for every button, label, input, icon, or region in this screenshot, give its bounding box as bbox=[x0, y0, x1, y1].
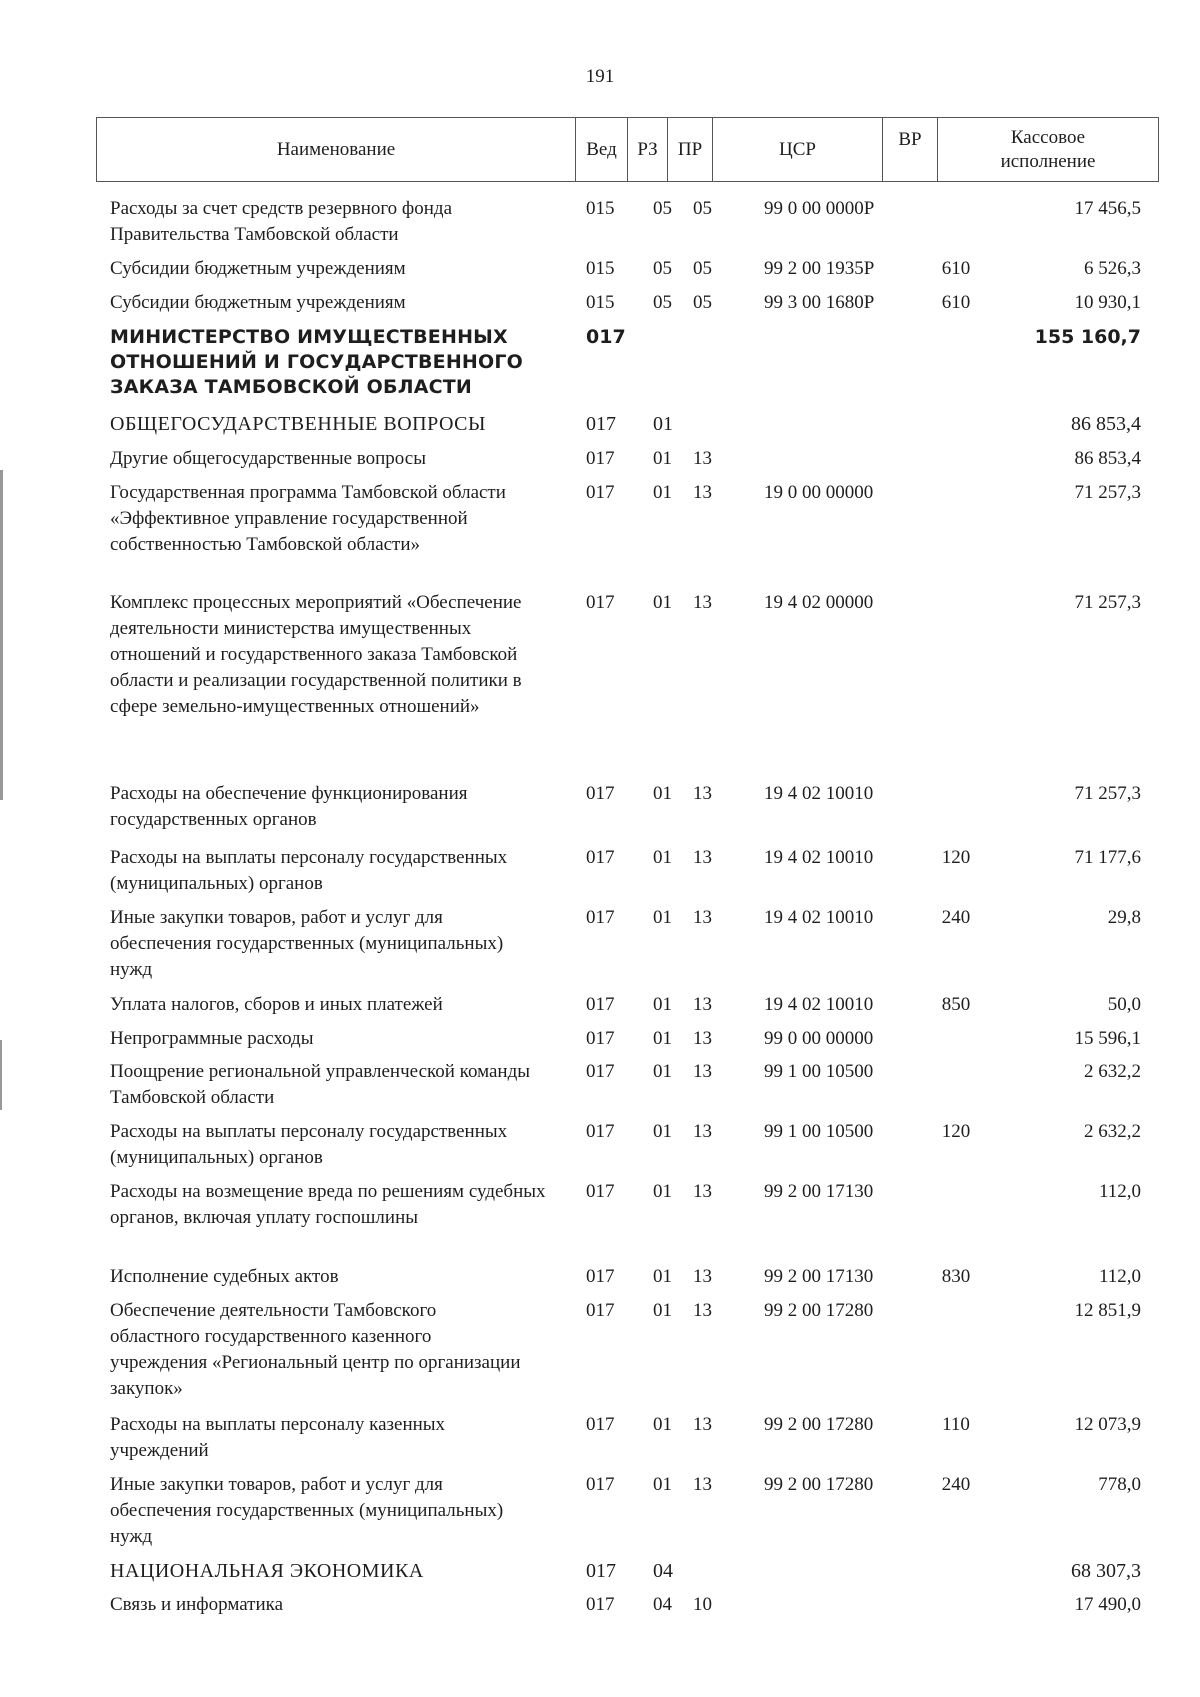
row-amount: 12 073,9 bbox=[1074, 1414, 1141, 1435]
row-name: Другие общегосударственные вопросы bbox=[110, 448, 426, 469]
row-rz: 01 bbox=[653, 783, 672, 804]
row-vr: 850 bbox=[941, 994, 971, 1015]
row-csr: 19 0 00 00000 bbox=[764, 482, 874, 503]
row-name: Расходы на выплаты персоналу государственных (муниципальных) органов bbox=[110, 847, 508, 894]
row-ved: 017 bbox=[586, 482, 615, 503]
row-name: Связь и информатика bbox=[110, 1594, 284, 1615]
row-amount: 86 853,4 bbox=[1074, 448, 1141, 469]
row-name: Поощрение региональной управленческой команды Тамбовской области bbox=[110, 1061, 531, 1108]
row-pr: 13 bbox=[693, 783, 712, 804]
row-name: ОБЩЕГОСУДАРСТВЕННЫЕ ВОПРОСЫ bbox=[110, 413, 486, 435]
row-rz: 01 bbox=[653, 1061, 672, 1082]
row-amount: 10 930,1 bbox=[1074, 292, 1141, 313]
row-pr: 13 bbox=[693, 907, 712, 928]
row-amount: 50,0 bbox=[1107, 994, 1141, 1015]
row-ved: 017 bbox=[586, 994, 615, 1015]
header-pr: ПР bbox=[667, 118, 712, 181]
row-name: Государственная программа Тамбовской области «Эффективное управление государственной собственностью Тамбовской области» bbox=[110, 482, 506, 555]
row-csr: 99 2 00 17280 bbox=[764, 1300, 874, 1321]
row-rz: 04 bbox=[653, 1594, 672, 1615]
row-amount: 71 257,3 bbox=[1074, 482, 1141, 503]
row-rz: 05 bbox=[653, 292, 672, 313]
header-csr: ЦСР bbox=[712, 118, 882, 181]
row-csr: 99 2 00 17130 bbox=[764, 1266, 874, 1287]
row-amount: 17 490,0 bbox=[1074, 1594, 1141, 1615]
row-ved: 017 bbox=[586, 1300, 615, 1321]
row-csr: 19 4 02 10010 bbox=[764, 847, 874, 868]
row-csr: 99 2 00 17280 bbox=[764, 1474, 874, 1495]
row-rz: 01 bbox=[653, 413, 673, 435]
row-csr: 19 4 02 10010 bbox=[764, 783, 874, 804]
row-csr: 19 4 02 10010 bbox=[764, 994, 874, 1015]
row-amount: 6 526,3 bbox=[1084, 258, 1141, 279]
header-amount-line2: исполнение bbox=[1000, 150, 1096, 172]
row-amount: 112,0 bbox=[1098, 1181, 1141, 1202]
row-ved: 017 bbox=[586, 413, 616, 435]
row-ved: 017 bbox=[586, 1594, 615, 1615]
row-rz: 01 bbox=[653, 847, 672, 868]
row-vr: 830 bbox=[941, 1266, 971, 1287]
row-pr: 13 bbox=[693, 1121, 712, 1142]
row-ved: 017 bbox=[586, 1474, 615, 1495]
row-name: Субсидии бюджетным учреждениям bbox=[110, 258, 406, 279]
row-amount: 68 307,3 bbox=[1071, 1560, 1141, 1582]
row-ved: 017 bbox=[586, 1181, 615, 1202]
row-pr: 10 bbox=[693, 1594, 712, 1615]
row-vr: 610 bbox=[941, 258, 971, 279]
row-csr: 99 0 00 00000 bbox=[764, 1028, 874, 1049]
row-name: НАЦИОНАЛЬНАЯ ЭКОНОМИКА bbox=[110, 1560, 424, 1582]
row-csr: 99 2 00 17280 bbox=[764, 1414, 874, 1435]
table-header bbox=[96, 117, 1159, 182]
header-amount bbox=[937, 118, 1158, 181]
row-rz: 04 bbox=[653, 1560, 673, 1582]
row-vr: 610 bbox=[941, 292, 971, 313]
row-pr: 13 bbox=[693, 1266, 712, 1287]
row-ved: 017 bbox=[586, 1560, 616, 1582]
row-pr: 13 bbox=[693, 1061, 712, 1082]
row-csr: 99 2 00 1935Р bbox=[764, 258, 875, 279]
row-rz: 01 bbox=[653, 482, 672, 503]
row-pr: 13 bbox=[693, 1414, 712, 1435]
header-name: Наименование bbox=[276, 138, 396, 160]
row-vr: 120 bbox=[941, 1121, 971, 1142]
row-csr: 99 3 00 1680Р bbox=[764, 292, 875, 313]
row-name: Расходы за счет средств резервного фонда Правительства Тамбовской области bbox=[110, 198, 453, 245]
row-pr: 13 bbox=[693, 1181, 712, 1202]
row-rz: 01 bbox=[653, 1181, 672, 1202]
row-name: Непрограммные расходы bbox=[110, 1028, 314, 1049]
row-ved: 017 bbox=[586, 1266, 615, 1287]
row-pr: 13 bbox=[693, 482, 712, 503]
row-rz: 05 bbox=[653, 258, 672, 279]
row-ved: 017 bbox=[586, 1414, 615, 1435]
row-csr: 99 1 00 10500 bbox=[764, 1121, 874, 1142]
row-csr: 19 4 02 10010 bbox=[764, 907, 874, 928]
row-name: Расходы на обеспечение функционирования государственных органов bbox=[110, 783, 468, 830]
row-ved: 017 bbox=[586, 847, 615, 868]
row-rz: 01 bbox=[653, 1414, 672, 1435]
row-ved: 017 bbox=[586, 1028, 615, 1049]
row-csr: 99 1 00 10500 bbox=[764, 1061, 874, 1082]
row-csr: 99 2 00 17130 bbox=[764, 1181, 874, 1202]
row-amount: 71 257,3 bbox=[1074, 592, 1141, 613]
row-name: Расходы на выплаты персоналу казенных учреждений bbox=[110, 1414, 446, 1461]
row-amount: 12 851,9 bbox=[1074, 1300, 1141, 1321]
header-amount-line1: Кассовое bbox=[1010, 126, 1086, 148]
row-ved: 017 bbox=[586, 448, 615, 469]
header-vr: ВР bbox=[882, 118, 937, 181]
header-ved: Вед bbox=[575, 118, 627, 181]
row-name: Иные закупки товаров, работ и услуг для обеспечения государственных (муниципальных) нужд bbox=[110, 1474, 504, 1547]
row-rz: 05 bbox=[653, 198, 672, 219]
row-pr: 13 bbox=[693, 994, 712, 1015]
row-amount: 778,0 bbox=[1098, 1474, 1141, 1495]
row-ved: 017 bbox=[586, 783, 615, 804]
row-pr: 13 bbox=[693, 847, 712, 868]
row-rz: 01 bbox=[653, 907, 672, 928]
row-pr: 05 bbox=[693, 292, 712, 313]
row-amount: 112,0 bbox=[1098, 1266, 1141, 1287]
row-amount: 2 632,2 bbox=[1084, 1121, 1141, 1142]
row-vr: 240 bbox=[941, 907, 971, 928]
row-vr: 110 bbox=[942, 1414, 970, 1435]
row-name: Расходы на выплаты персоналу государственных (муниципальных) органов bbox=[110, 1121, 508, 1168]
row-rz: 01 bbox=[653, 448, 672, 469]
row-name: Уплата налогов, сборов и иных платежей bbox=[110, 994, 443, 1015]
row-rz: 01 bbox=[653, 1121, 672, 1142]
row-pr: 13 bbox=[693, 1300, 712, 1321]
row-rz: 01 bbox=[653, 1474, 672, 1495]
header-rz: РЗ bbox=[627, 118, 667, 181]
row-amount: 15 596,1 bbox=[1074, 1028, 1141, 1049]
row-name: Комплекс процессных мероприятий «Обеспечение деятельности министерства имущественных отношений и государственного заказа Тамбовской области и реализации государственной политики в сфере земельно-имущественных отношений» bbox=[110, 592, 522, 717]
row-name: Иные закупки товаров, работ и услуг для обеспечения государственных (муниципальных) нужд bbox=[110, 907, 504, 980]
row-name: Исполнение судебных актов bbox=[110, 1266, 339, 1287]
row-amount: 17 456,5 bbox=[1074, 198, 1141, 219]
row-ved: 017 bbox=[586, 1121, 615, 1142]
row-csr: 19 4 02 00000 bbox=[764, 592, 874, 613]
row-amount: 155 160,7 bbox=[1034, 326, 1141, 348]
row-rz: 01 bbox=[653, 1028, 672, 1049]
row-ved: 017 bbox=[586, 907, 615, 928]
row-ved: 015 bbox=[586, 258, 615, 279]
row-pr: 13 bbox=[693, 448, 712, 469]
row-amount: 2 632,2 bbox=[1084, 1061, 1141, 1082]
row-amount: 86 853,4 bbox=[1071, 413, 1141, 435]
row-name: Субсидии бюджетным учреждениям bbox=[110, 292, 406, 313]
row-vr: 240 bbox=[941, 1474, 971, 1495]
row-amount: 29,8 bbox=[1107, 907, 1141, 928]
row-name: МИНИСТЕРСТВО ИМУЩЕСТВЕННЫХ ОТНОШЕНИЙ И ГОСУДАРСТВЕННОГО ЗАКАЗА ТАМБОВСКОЙ ОБЛАСТИ bbox=[110, 326, 524, 398]
row-pr: 13 bbox=[693, 592, 712, 613]
row-rz: 01 bbox=[653, 1266, 672, 1287]
row-ved: 015 bbox=[586, 198, 615, 219]
row-csr: 99 0 00 0000Р bbox=[764, 198, 875, 219]
row-pr: 13 bbox=[693, 1028, 712, 1049]
row-name: Обеспечение деятельности Тамбовского областного государственного казенного учреждения «Региональный центр по организации закупок» bbox=[110, 1300, 521, 1399]
row-ved: 017 bbox=[586, 592, 615, 613]
row-ved: 017 bbox=[586, 1061, 615, 1082]
row-pr: 05 bbox=[693, 198, 712, 219]
row-rz: 01 bbox=[653, 592, 672, 613]
row-amount: 71 257,3 bbox=[1074, 783, 1141, 804]
row-pr: 05 bbox=[693, 258, 712, 279]
row-ved: 017 bbox=[586, 326, 626, 348]
row-pr: 13 bbox=[693, 1474, 712, 1495]
row-name: Расходы на возмещение вреда по решениям судебных органов, включая уплату госпошлины bbox=[110, 1181, 546, 1228]
row-ved: 015 bbox=[586, 292, 615, 313]
page-number: 191 bbox=[585, 66, 615, 87]
row-rz: 01 bbox=[653, 994, 672, 1015]
row-rz: 01 bbox=[653, 1300, 672, 1321]
row-amount: 71 177,6 bbox=[1074, 847, 1141, 868]
row-vr: 120 bbox=[941, 847, 971, 868]
